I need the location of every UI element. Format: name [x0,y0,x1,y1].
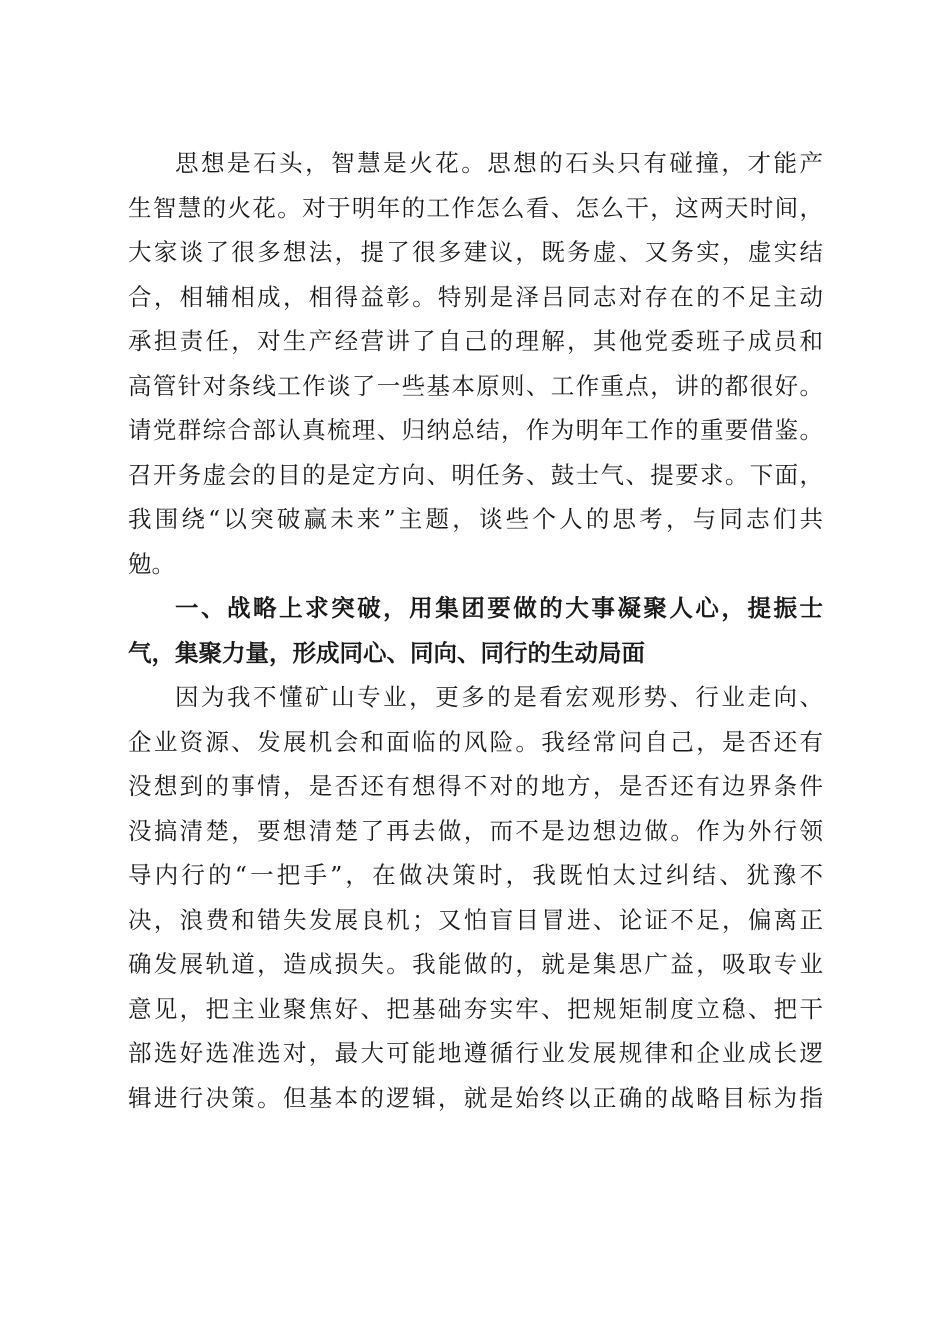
text-line: 导内行的“一把手”，在做决策时，我既怕太过纠结、犹豫不 [128,861,823,889]
text-line: 承担责任，对生产经营讲了自己的理解，其他党委班子成员和 [128,327,823,355]
heading-line: 一、战略上求突破，用集团要做的大事凝聚人心，提振士 [175,594,823,622]
text-line: 决，浪费和错失发展良机；又怕盲目冒进、论证不足，偏离正 [128,905,823,934]
paragraph-section-one [128,675,823,1120]
text-line: 生智慧的火花。对于明年的工作怎么看、怎么干，这两天时间， [128,193,823,222]
text-line: 部选好选准选对，最大可能地遵循行业发展规律和企业成长逻 [128,1039,823,1067]
text-line: 思想是石头，智慧是火花。思想的石头只有碰撞，才能产 [175,149,823,177]
text-line: 勉。 [128,549,175,578]
text-line: 没想到的事情，是否还有想得不对的地方，是否还有边界条件 [128,772,823,800]
text-line: 没搞清楚，要想清楚了再去做，而不是边想边做。作为外行领 [128,816,823,845]
paragraph-intro [128,141,823,586]
text-line: 合，相辅相成，相得益彰。特别是泽吕同志对存在的不足主动 [128,282,823,311]
text-line: 企业资源、发展机会和面临的风险。我经常问自己，是否还有 [128,727,823,756]
text-line: 高管针对条线工作谈了一些基本原则、工作重点，讲的都很好。 [128,371,823,400]
text-line: 意见，把主业聚焦好、把基础夯实牢、把规矩制度立稳、把干 [128,994,823,1023]
document-body [128,141,823,1120]
text-line: 大家谈了很多想法，提了很多建议，既务虚、又务实，虚实结 [128,238,823,266]
text-line: 我围绕“以突破赢未来”主题，谈些个人的思考，与同志们共 [128,505,823,533]
text-line: 召开务虚会的目的是定方向、明任务、鼓士气、提要求。下面， [128,460,823,489]
text-line: 请党群综合部认真梳理、归纳总结，作为明年工作的重要借鉴。 [128,416,823,444]
heading-line: 气，集聚力量，形成同心、同向、同行的生动局面 [128,638,645,667]
text-line: 确发展轨道，造成损失。我能做的，就是集思广益，吸取专业 [128,950,823,978]
section-heading [128,586,823,675]
text-line: 辑进行决策。但基本的逻辑，就是始终以正确的战略目标为指 [128,1083,823,1112]
text-line: 因为我不懂矿山专业，更多的是看宏观形势、行业走向、 [175,683,823,711]
